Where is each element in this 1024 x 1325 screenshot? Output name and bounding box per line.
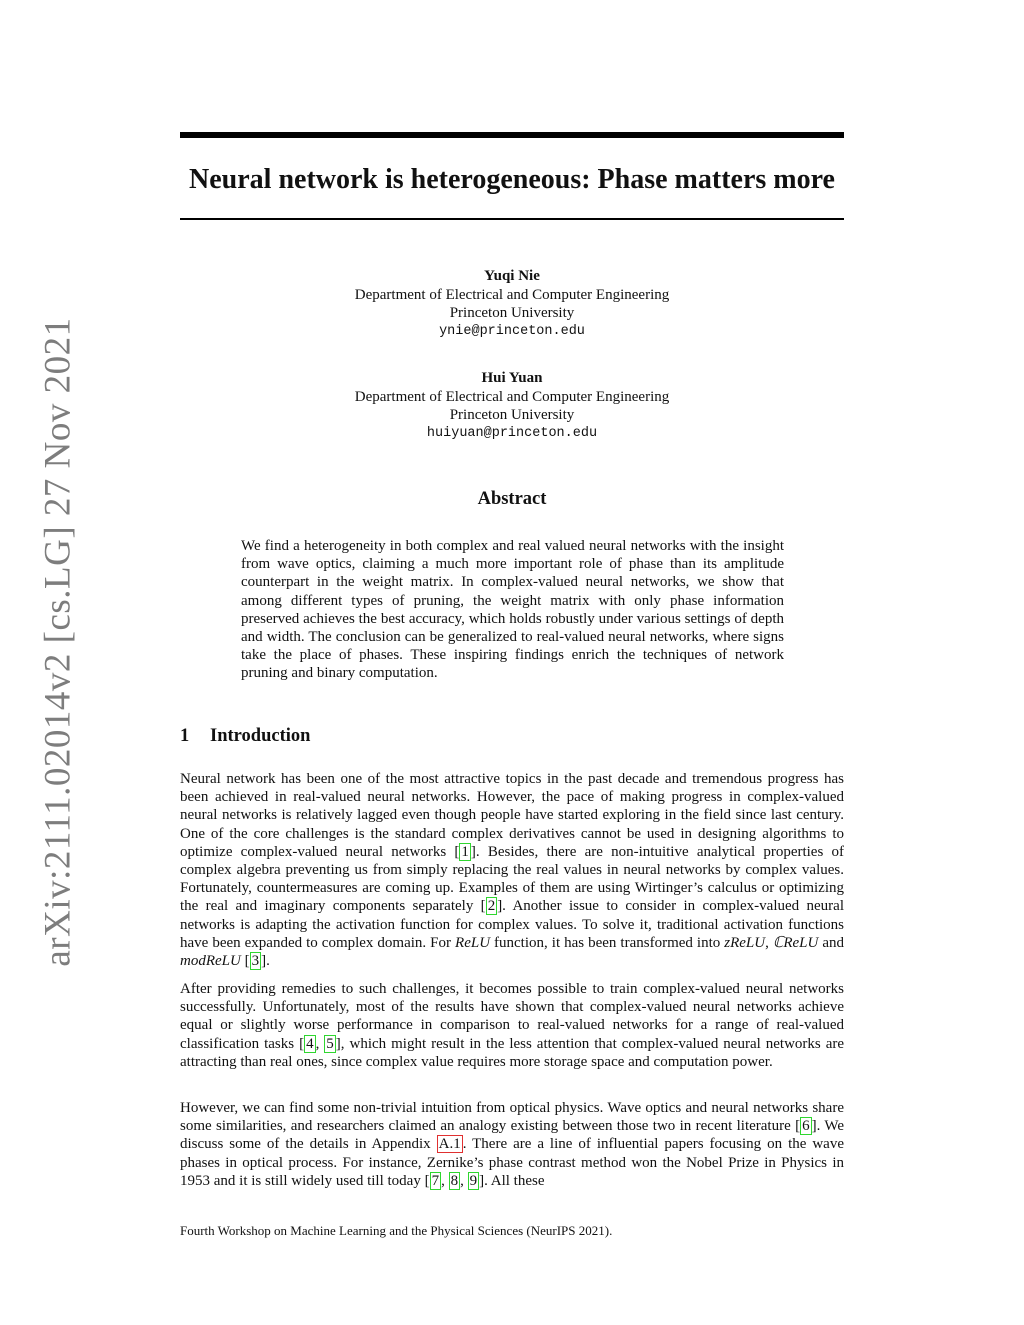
author-name: Hui Yuan — [481, 370, 543, 386]
section-heading-introduction — [180, 726, 310, 747]
paragraph-text: ]. Another issue to consider in complex-valued neural networks is adapting the activation function for complex values. To solve it, traditional activation functions have been expanded to complex domain. For — [180, 898, 844, 951]
paragraph-text: . There are a line of influential papers focusing on the wave phases in optical process. For instance, Zernike’s phase contrast method won the Nobel Prize in Physics in 1953 and it is still widely used till today [ — [180, 1136, 844, 1189]
paper-title: Neural network is heterogeneous: Phase matters more — [189, 164, 835, 195]
section-number: 1 — [180, 726, 190, 746]
paragraph-text: ]. — [261, 953, 270, 970]
paragraph-text: [ — [240, 953, 250, 970]
citation-link[interactable]: 3 — [251, 953, 260, 970]
math-term: zReLU — [724, 934, 766, 951]
paragraph-text: ], which might result in the less attention that complex-valued neural networks are attracting than real ones, since complex value requires more storage space and computation power. — [180, 1035, 845, 1070]
author-department: Department of Electrical and Computer Engineering — [354, 388, 670, 405]
citation-link[interactable]: 5 — [326, 1035, 334, 1052]
author-email: ynie@princeton.edu — [439, 323, 585, 339]
title-top-rule — [180, 132, 844, 138]
paragraph-text: ]. Besides, there are non-intuitive analytical properties of complex algebra preventing us from simply replacing the real values in neural networks by complex values. Fortunately, countermeasures are coming up. Examples of them are using Wirtinger’s calculus or optimizing the real and imaginary components separately [ — [180, 843, 845, 915]
paragraph-text: ]. All these — [479, 1172, 545, 1189]
math-term: ReLU — [455, 934, 491, 951]
arxiv-identifier-stamp: arXiv:2111.02014v2 [cs.LG] 27 Nov 2021 — [37, 317, 79, 967]
appendix-link[interactable]: A.1 — [438, 1136, 461, 1153]
paragraph-text: , — [315, 1035, 325, 1052]
intro-paragraph-3 — [180, 1099, 844, 1190]
intro-paragraph-1 — [180, 770, 844, 970]
author-department: Department of Electrical and Computer Engineering — [354, 286, 670, 303]
citation-link[interactable]: 2 — [487, 898, 496, 915]
citation-link[interactable]: 7 — [431, 1172, 440, 1189]
author-name: Yuqi Nie — [484, 268, 540, 284]
workshop-footnote: Fourth Workshop on Machine Learning and the Physical Sciences (NeurIPS 2021). — [180, 1223, 613, 1238]
intro-paragraph-2 — [180, 980, 844, 1071]
paragraph-text: ]. We discuss some of the details in Appendix — [180, 1118, 845, 1153]
author-block-1 — [180, 267, 844, 341]
paragraph-text: , — [441, 1172, 449, 1189]
paragraph-text: Neural network has been one of the most attractive topics in the past decade and tremendous progress has been achieved in real-valued neural networks. However, the pace of making progress in complex-valued neural networks is relatively lagged even though people have started exploring in the field since last century. One of the core challenges is the standard complex derivatives cannot be used in designing algorithms to optimize complex-valued neural networks [ — [180, 771, 844, 860]
citation-link[interactable]: 9 — [469, 1172, 478, 1189]
citation-link[interactable]: 6 — [802, 1118, 810, 1135]
citation-link[interactable]: 8 — [450, 1172, 459, 1189]
author-university: Princeton University — [449, 305, 575, 321]
author-email: huiyuan@princeton.edu — [426, 425, 598, 441]
author-block-2 — [180, 369, 844, 443]
author-university: Princeton University — [449, 407, 575, 423]
paragraph-text: , — [460, 1172, 468, 1189]
abstract-heading: Abstract — [477, 489, 547, 509]
paragraph-text: function, it has been transformed into — [490, 934, 725, 951]
paragraph-text: , — [765, 934, 773, 951]
abstract-text: We find a heterogeneity in both complex and real valued neural networks with the insight from wave optics, claiming a much more important role of phase than its amplitude counterpart in the weight matrix. In complex-valued neural networks, we show that among different types of pruning, the weight matrix with only phase information preserved achieves the best accuracy, which holds robustly under various settings of depth and width. The conclusion can be generalized to real-valued neural networks, where signs take the place of phases. These inspiring findings enrich the techniques of network pruning and binary computation. — [241, 538, 784, 682]
math-term: ℂReLU — [772, 934, 819, 951]
math-term: modReLU — [180, 953, 241, 970]
section-title: Introduction — [210, 726, 311, 746]
paragraph-text: and — [818, 934, 844, 951]
citation-link[interactable]: 4 — [306, 1035, 314, 1052]
paragraph-text: After providing remedies to such challenges, it becomes possible to train complex-valued neural networks successfully. Unfortunately, most of the results have shown that complex-valued neural networks achieve equal or slightly worse performance in comparison to real-valued networks for a range of real-valued classification tasks [ — [180, 981, 844, 1052]
citation-link[interactable]: 1 — [461, 843, 469, 860]
paragraph-text: However, we can find some non-trivial intuition from optical physics. Wave optics and neural networks share some similarities, and researchers claimed an analogy existing between those two in recent literature [ — [180, 1100, 844, 1135]
title-bottom-rule — [180, 218, 844, 220]
